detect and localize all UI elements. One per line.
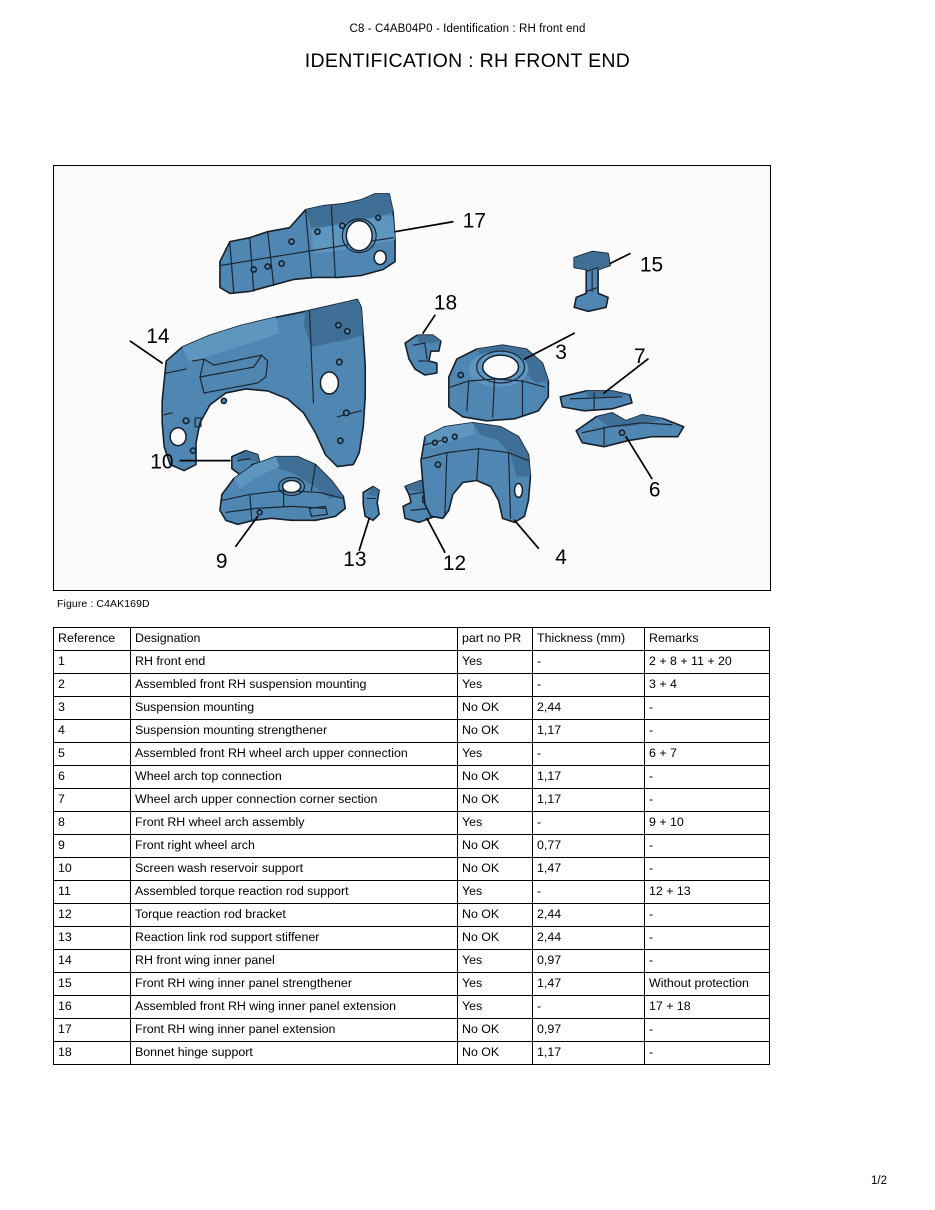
- table-row: [54, 789, 770, 812]
- cell-remarks: 17 + 18: [645, 996, 770, 1019]
- column-header-reference: Reference: [54, 628, 131, 651]
- cell-designation: Assembled front RH suspension mounting: [131, 674, 458, 697]
- cell-part-no-pr: No OK: [458, 766, 533, 789]
- part-13-shape: [363, 486, 379, 520]
- cell-reference: 4: [54, 720, 131, 743]
- cell-reference: 14: [54, 950, 131, 973]
- exploded-view-figure: [53, 165, 771, 591]
- leader-17: [395, 222, 453, 232]
- cell-reference: 9: [54, 835, 131, 858]
- cell-thickness: 1,47: [533, 973, 645, 996]
- cell-designation: Assembled front RH wing inner panel extension: [131, 996, 458, 1019]
- cell-remarks: 3 + 4: [645, 674, 770, 697]
- cell-part-no-pr: No OK: [458, 1042, 533, 1065]
- cell-designation: Front right wheel arch: [131, 835, 458, 858]
- figure-caption: Figure : C4AK169D: [57, 598, 150, 610]
- callout-10: 10: [150, 450, 174, 474]
- cell-thickness: 1,17: [533, 789, 645, 812]
- cell-designation: Torque reaction rod bracket: [131, 904, 458, 927]
- cell-reference: 1: [54, 651, 131, 674]
- cell-thickness: 2,44: [533, 697, 645, 720]
- cell-remarks: 9 + 10: [645, 812, 770, 835]
- cell-reference: 16: [54, 996, 131, 1019]
- cell-thickness: -: [533, 881, 645, 904]
- column-header-remarks: Remarks: [645, 628, 770, 651]
- callout-18: 18: [433, 291, 458, 315]
- parts-table: [53, 627, 770, 1065]
- cell-thickness: 0,77: [533, 835, 645, 858]
- cell-part-no-pr: Yes: [458, 651, 533, 674]
- cell-part-no-pr: No OK: [458, 789, 533, 812]
- cell-thickness: -: [533, 674, 645, 697]
- cell-remarks: -: [645, 904, 770, 927]
- cell-thickness: -: [533, 812, 645, 835]
- column-header-part-no-pr: part no PR: [458, 628, 533, 651]
- cell-remarks: 2 + 8 + 11 + 20: [645, 651, 770, 674]
- part-14-shape: [162, 299, 365, 470]
- part-17-shape: [220, 194, 395, 294]
- part-15-shape: [574, 252, 610, 312]
- cell-designation: Assembled torque reaction rod support: [131, 881, 458, 904]
- cell-thickness: 2,44: [533, 927, 645, 950]
- leader-13: [359, 518, 369, 550]
- callout-3: 3: [555, 341, 567, 365]
- callout-14: 14: [146, 325, 170, 349]
- callout-13: 13: [343, 548, 367, 572]
- cell-part-no-pr: Yes: [458, 950, 533, 973]
- cell-part-no-pr: No OK: [458, 835, 533, 858]
- cell-designation: Front RH wing inner panel extension: [131, 1019, 458, 1042]
- table-row: [54, 835, 770, 858]
- document-header: [0, 22, 935, 73]
- cell-part-no-pr: No OK: [458, 720, 533, 743]
- leader-6: [626, 437, 652, 479]
- table-row: [54, 766, 770, 789]
- callout-17: 17: [462, 209, 487, 233]
- cell-remarks: -: [645, 766, 770, 789]
- cell-designation: Front RH wing inner panel strengthener: [131, 973, 458, 996]
- cell-reference: 17: [54, 1019, 131, 1042]
- table-row: [54, 973, 770, 996]
- cell-reference: 5: [54, 743, 131, 766]
- cell-part-no-pr: Yes: [458, 996, 533, 1019]
- part-3-shape: [449, 345, 549, 421]
- table-row: [54, 858, 770, 881]
- cell-remarks: -: [645, 720, 770, 743]
- cell-designation: Suspension mounting: [131, 697, 458, 720]
- cell-reference: 8: [54, 812, 131, 835]
- cell-thickness: 0,97: [533, 1019, 645, 1042]
- cell-thickness: 1,17: [533, 720, 645, 743]
- cell-reference: 11: [54, 881, 131, 904]
- cell-reference: 18: [54, 1042, 131, 1065]
- column-header-thickness: Thickness (mm): [533, 628, 645, 651]
- part-7-shape: [560, 391, 632, 411]
- table-row: [54, 996, 770, 1019]
- cell-designation: RH front end: [131, 651, 458, 674]
- parts-diagram: [54, 166, 770, 590]
- cell-thickness: -: [533, 651, 645, 674]
- cell-reference: 10: [54, 858, 131, 881]
- cell-reference: 7: [54, 789, 131, 812]
- table-row: [54, 881, 770, 904]
- cell-thickness: 2,44: [533, 904, 645, 927]
- cell-designation: Reaction link rod support stiffener: [131, 927, 458, 950]
- cell-part-no-pr: No OK: [458, 927, 533, 950]
- cell-remarks: -: [645, 927, 770, 950]
- cell-part-no-pr: Yes: [458, 674, 533, 697]
- cell-reference: 13: [54, 927, 131, 950]
- cell-part-no-pr: Yes: [458, 812, 533, 835]
- cell-remarks: 12 + 13: [645, 881, 770, 904]
- cell-designation: RH front wing inner panel: [131, 950, 458, 973]
- cell-thickness: 1,17: [533, 766, 645, 789]
- cell-part-no-pr: Yes: [458, 881, 533, 904]
- cell-remarks: 6 + 7: [645, 743, 770, 766]
- cell-part-no-pr: No OK: [458, 858, 533, 881]
- cell-remarks: -: [645, 1042, 770, 1065]
- cell-part-no-pr: No OK: [458, 904, 533, 927]
- cell-part-no-pr: No OK: [458, 1019, 533, 1042]
- cell-part-no-pr: Yes: [458, 973, 533, 996]
- cell-thickness: 1,17: [533, 1042, 645, 1065]
- cell-designation: Bonnet hinge support: [131, 1042, 458, 1065]
- breadcrumb: C8 - C4AB04P0 - Identification : RH front end: [349, 23, 586, 35]
- table-row: [54, 720, 770, 743]
- cell-reference: 2: [54, 674, 131, 697]
- callout-12: 12: [442, 552, 467, 576]
- callout-7: 7: [633, 345, 646, 369]
- callout-4: 4: [555, 546, 567, 570]
- cell-designation: Wheel arch top connection: [131, 766, 458, 789]
- part-18-shape: [405, 335, 441, 375]
- cell-thickness: -: [533, 996, 645, 1019]
- cell-designation: Suspension mounting strengthener: [131, 720, 458, 743]
- callout-15: 15: [639, 253, 664, 277]
- cell-reference: 3: [54, 697, 131, 720]
- cell-reference: 6: [54, 766, 131, 789]
- table-row: [54, 743, 770, 766]
- page-number: 1/2: [871, 1175, 887, 1187]
- cell-reference: 15: [54, 973, 131, 996]
- cell-designation: Assembled front RH wheel arch upper connection: [131, 743, 458, 766]
- cell-remarks: -: [645, 789, 770, 812]
- table-row: [54, 1042, 770, 1065]
- callout-9: 9: [215, 550, 228, 574]
- cell-remarks: Without protection: [645, 973, 770, 996]
- cell-remarks: -: [645, 858, 770, 881]
- part-4-shape: [421, 423, 530, 523]
- cell-part-no-pr: Yes: [458, 743, 533, 766]
- cell-remarks: -: [645, 835, 770, 858]
- cell-reference: 12: [54, 904, 131, 927]
- table-row: [54, 651, 770, 674]
- table-row: [54, 812, 770, 835]
- table-header-row: [54, 628, 770, 651]
- leader-12: [427, 518, 445, 552]
- leader-18: [423, 315, 435, 333]
- cell-remarks: -: [645, 950, 770, 973]
- callout-6: 6: [648, 478, 661, 502]
- cell-thickness: 0,97: [533, 950, 645, 973]
- cell-designation: Front RH wheel arch assembly: [131, 812, 458, 835]
- table-row: [54, 904, 770, 927]
- cell-designation: Screen wash reservoir support: [131, 858, 458, 881]
- leader-4: [515, 520, 539, 548]
- leader-15: [610, 254, 630, 264]
- table-row: [54, 950, 770, 973]
- table-row: [54, 697, 770, 720]
- table-row: [54, 674, 770, 697]
- cell-remarks: -: [645, 697, 770, 720]
- cell-thickness: 1,47: [533, 858, 645, 881]
- cell-part-no-pr: No OK: [458, 697, 533, 720]
- cell-thickness: -: [533, 743, 645, 766]
- table-row: [54, 1019, 770, 1042]
- table-row: [54, 927, 770, 950]
- cell-designation: Wheel arch upper connection corner section: [131, 789, 458, 812]
- cell-remarks: -: [645, 1019, 770, 1042]
- column-header-designation: Designation: [131, 628, 458, 651]
- page-title: IDENTIFICATION : RH FRONT END: [304, 50, 631, 72]
